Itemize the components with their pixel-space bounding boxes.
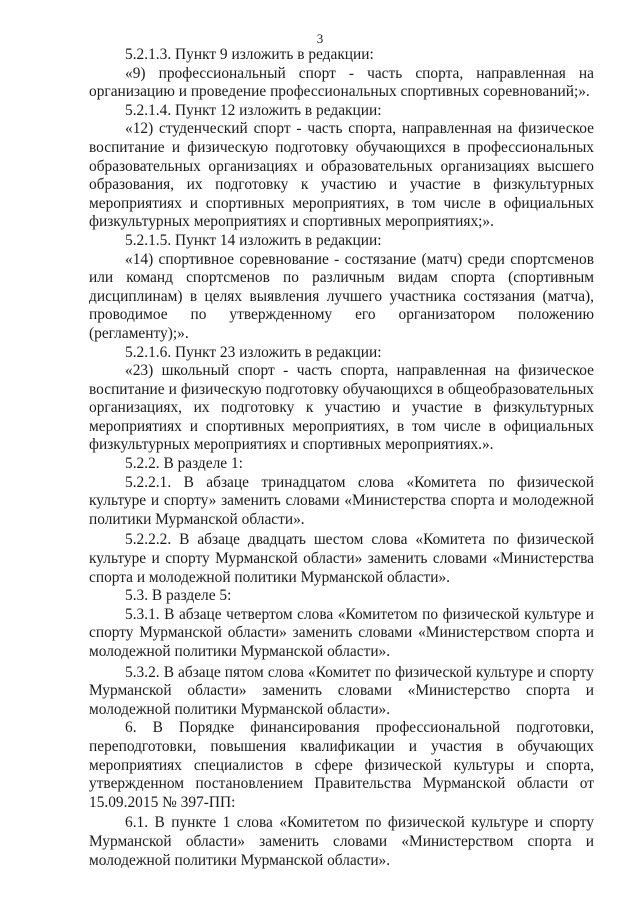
paragraph-item-9-text: «9) профессиональный спорт - часть спорта, направленная на организацию и проведение профессиональных спортивных соревнований;». <box>89 64 594 101</box>
paragraph-5-2-1-6: 5.2.1.6. Пункт 23 изложить в редакции: <box>125 343 382 361</box>
paragraph-6: 6. В Порядке финансирования профессиональной подготовки, переподготовки, повышения квалификации и участия в обучающих мероприятиях специалистов в сфере физической культуры и спорта, утвержденном постановлением Правительства Мурманской области от 15.09.2015 № 397-ПП: <box>89 719 594 811</box>
paragraph-5-2-1-5: 5.2.1.5. Пункт 14 изложить в редакции: <box>125 231 382 249</box>
paragraph-5-2-1-4: 5.2.1.4. Пункт 12 изложить в редакции: <box>125 101 382 119</box>
paragraph-6-1: 6.1. В пункте 1 слова «Комитетом по физической культуре и спорту Мурманской области» заменить словами «Министерством спорта и молодежной политики Мурманской области». <box>89 814 594 869</box>
paragraph-5-2-1-3: 5.2.1.3. Пункт 9 изложить в редакции: <box>125 46 374 63</box>
paragraph-item-23-text: «23) школьный спорт - часть спорта, направленная на физическое воспитание и физическую подготовку обучающихся в общеобразовательных организациях, их подготовку к участию и участие в физкультурных мероприятиях и спортивных мероприятиях, в том числе в официальных физкультурных мероприятиях и спортивных мероприятиях.». <box>89 362 594 454</box>
page-number: 3 <box>316 31 324 46</box>
paragraph-5-2-2-1: 5.2.2.1. В абзаце тринадцатом слова «Комитета по физической культуре и спорту» заменить словами «Министерства спорта и молодежной политики Мурманской области». <box>89 473 594 528</box>
paragraph-5-3-1: 5.3.1. В абзаце четвертом слова «Комитетом по физической культуре и спорту Мурманской области» заменить словами «Министерством спорта и молодежной политики Мурманской области». <box>89 605 594 660</box>
paragraph-item-12-text: «12) студенческий спорт - часть спорта, направленная на физическое воспитание и физическую подготовку обучающихся в профессиональных образовательных организациях и образовательных организациях высшего образования, их подготовку к участию и участие в физкультурных мероприятиях и спортивных мероприятиях, в том числе в официальных физкультурных мероприятиях и спортивных мероприятиях;». <box>89 120 594 231</box>
paragraph-5-2-2-2: 5.2.2.2. В абзаце двадцать шестом слова «Комитета по физической культуре и спорту Мурманской области» заменить словами «Министерства спорта и молодежной политики Мурманской области». <box>89 531 594 586</box>
paragraph-5-2-2: 5.2.2. В разделе 1: <box>125 455 243 473</box>
paragraph-item-14-text: «14) спортивное соревнование - состязание (матч) среди спортсменов или команд спортсменов по различным видам спорта (спортивным дисциплинам) в целях выявления лучшего участника состязания (матча), проводимое по утвержденному его организатором положению (регламенту);». <box>89 250 594 342</box>
paragraph-5-3: 5.3. В разделе 5: <box>125 587 232 605</box>
document-body <box>89 46 594 870</box>
paragraph-5-3-2: 5.3.2. В абзаце пятом слова «Комитет по физической культуре и спорту Мурманской области» заменить словами «Министерство спорта и молодежной политики Мурманской области». <box>89 663 594 718</box>
